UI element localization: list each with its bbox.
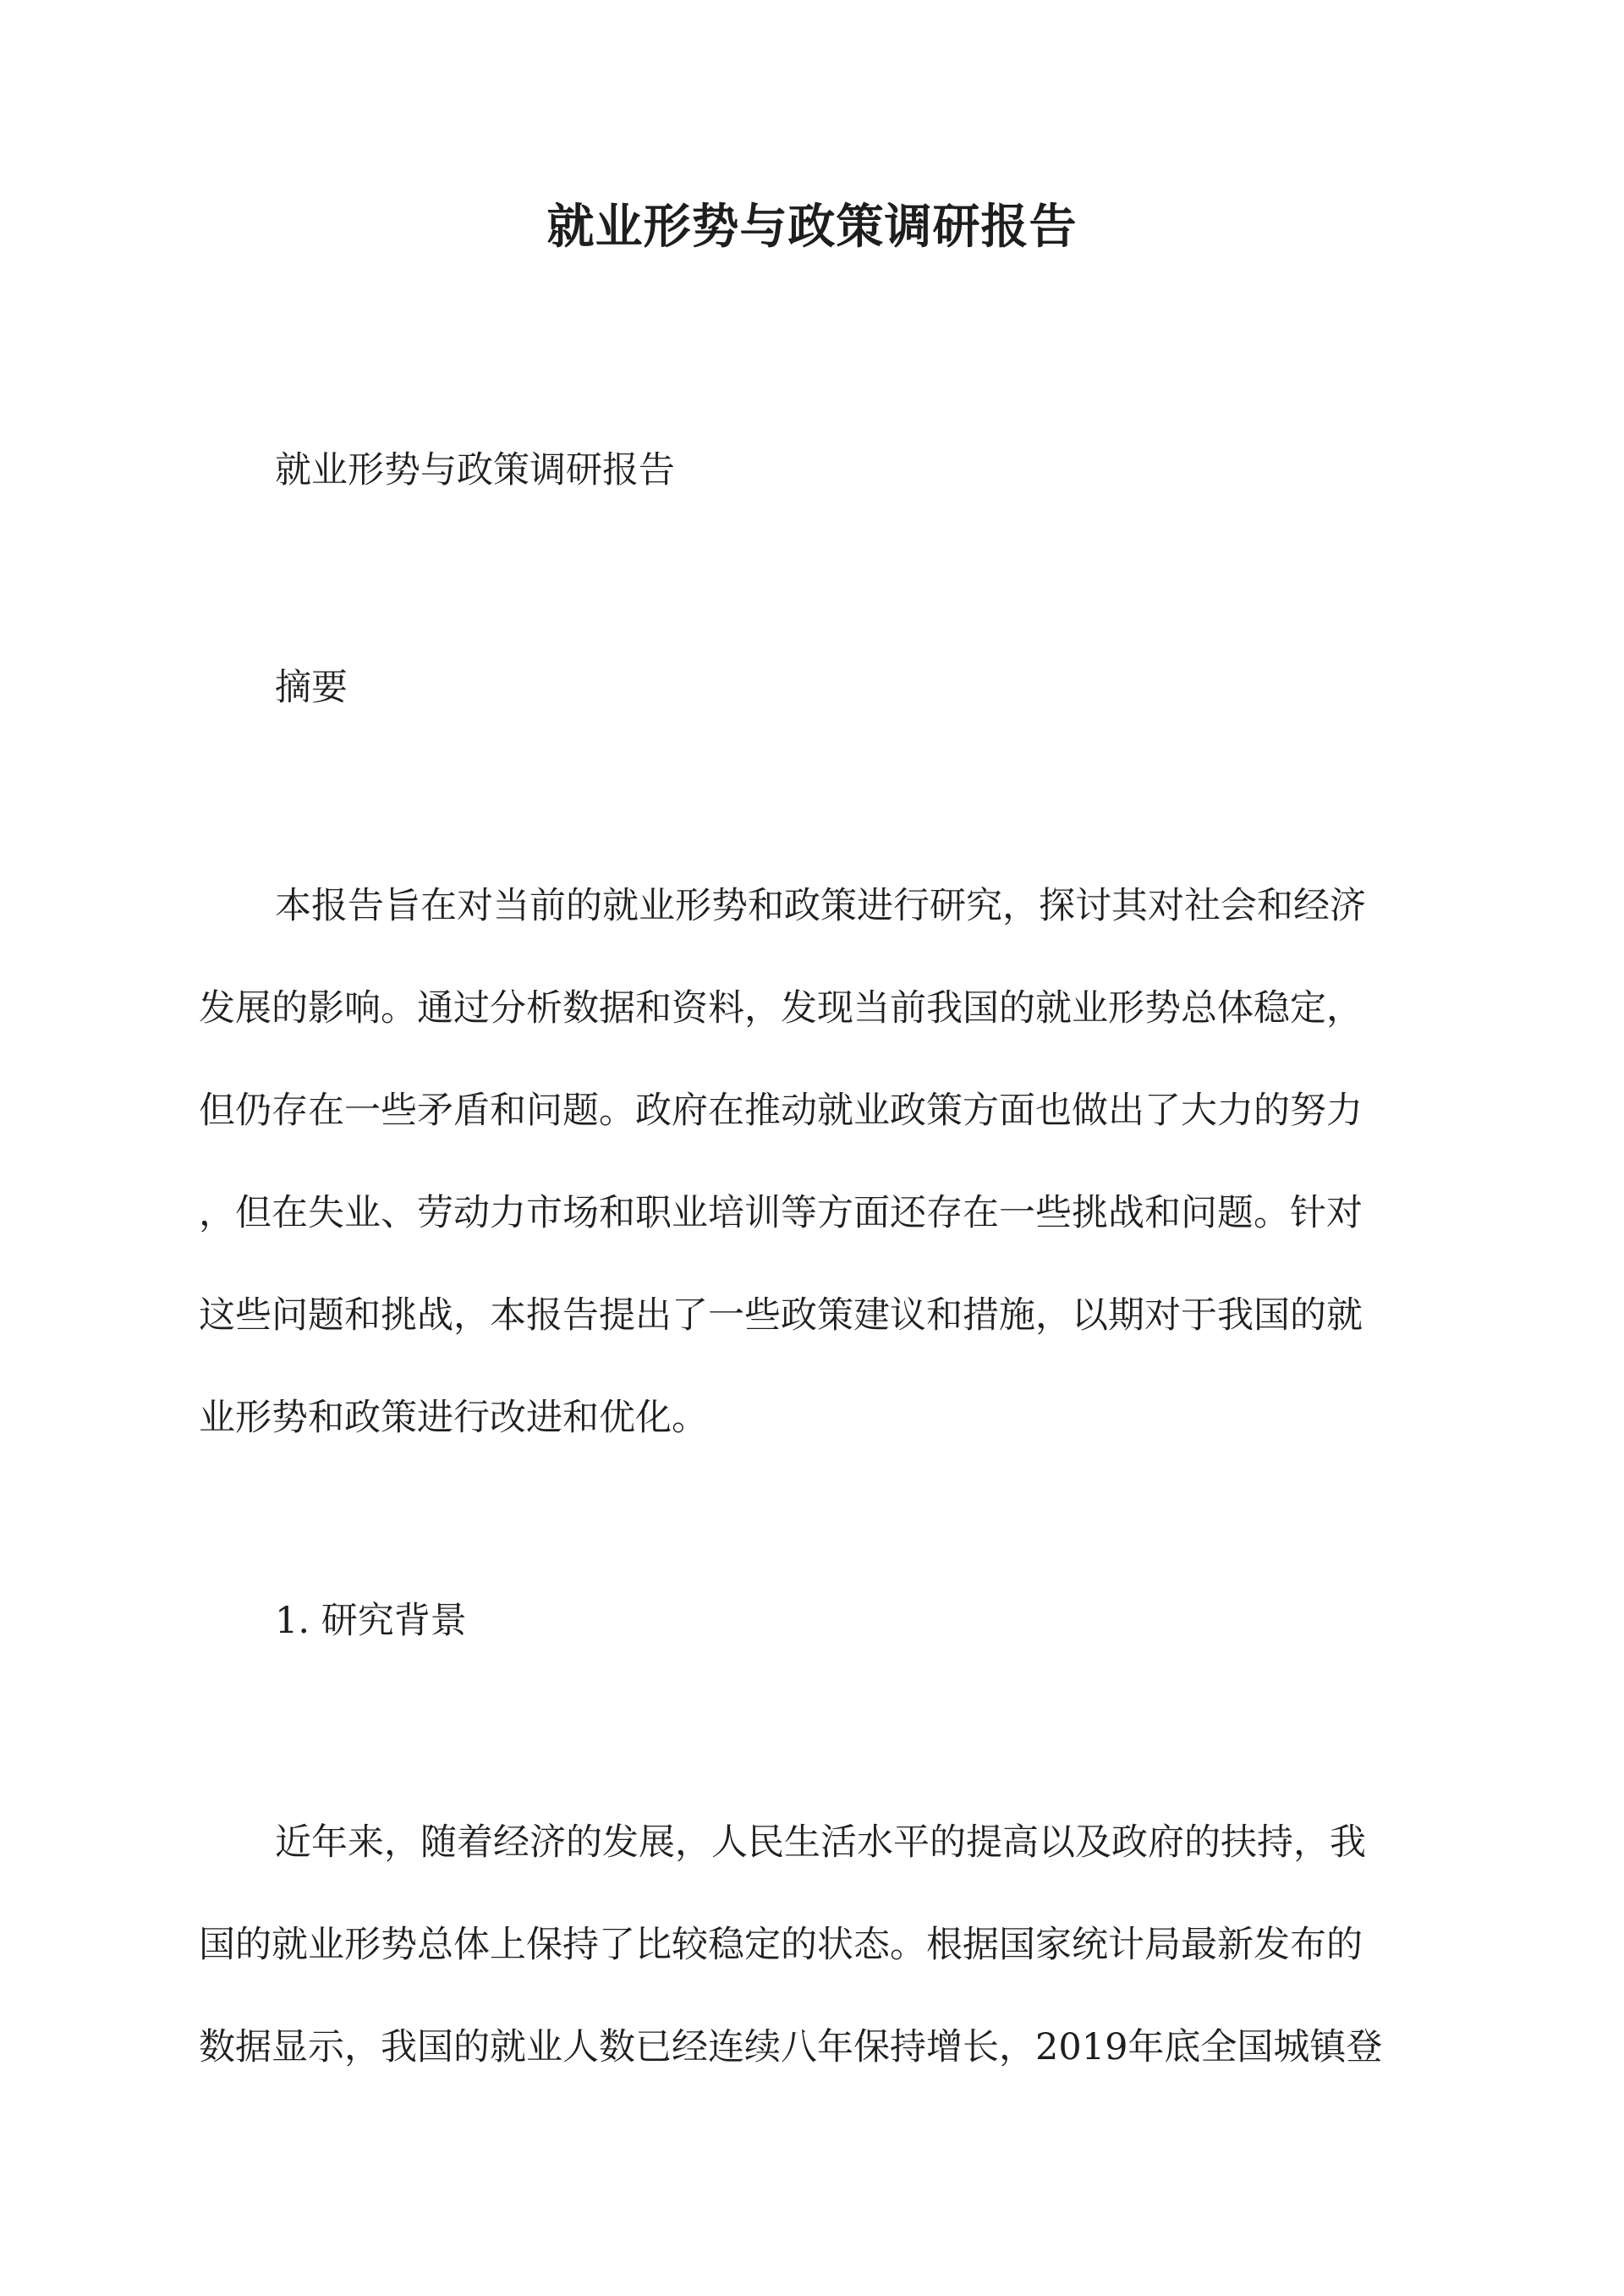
paragraph-line: 本报告旨在对当前的就业形势和政策进行研究，探讨其对社会和经济 xyxy=(275,885,1366,927)
section-paragraph xyxy=(199,1792,1425,2099)
paragraph-line: ，但在失业、劳动力市场和职业培训等方面还存在一些挑战和问题。针对 xyxy=(199,1192,1363,1234)
paragraph-line: 这些问题和挑战，本报告提出了一些政策建议和措施，以期对于我国的就 xyxy=(199,1294,1363,1337)
document-title: 就业形势与政策调研报告 xyxy=(546,199,1078,255)
section-heading: 1. 研究背景 xyxy=(275,1600,467,1642)
paragraph-line: 业形势和政策进行改进和优化。 xyxy=(199,1397,708,1439)
paragraph-line: 但仍存在一些矛盾和问题。政府在推动就业政策方面也做出了大力的努力 xyxy=(199,1090,1363,1132)
paragraph-line: 发展的影响。通过分析数据和资料，发现当前我国的就业形势总体稳定， xyxy=(199,987,1363,1030)
document-subtitle: 就业形势与政策调研报告 xyxy=(275,449,675,492)
paragraph-line: 数据显示，我国的就业人数已经连续八年保持增长，2019年底全国城镇登 xyxy=(199,2026,1383,2068)
paragraph-line: 国的就业形势总体上保持了比较稳定的状态。根据国家统计局最新发布的 xyxy=(199,1924,1363,1966)
abstract-heading: 摘要 xyxy=(275,667,348,709)
paragraph-line: 近年来，随着经济的发展，人民生活水平的提高以及政府的扶持，我 xyxy=(275,1821,1366,1864)
abstract-paragraph xyxy=(199,855,1425,1469)
